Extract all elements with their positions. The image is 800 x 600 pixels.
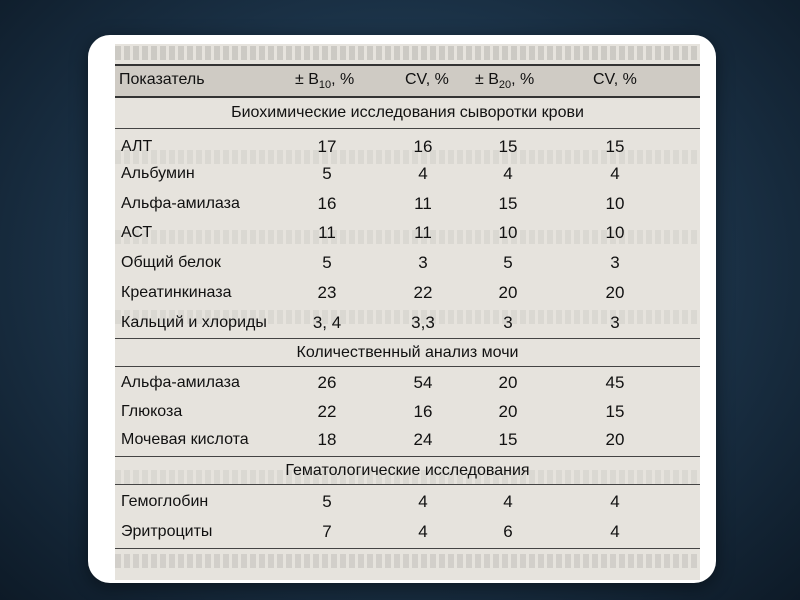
row-cv2: 15 bbox=[605, 137, 625, 156]
row-b10: 22 bbox=[317, 402, 337, 421]
section-title-urine: Количественный анализ мочи bbox=[296, 344, 519, 361]
row-cv2: 10 bbox=[605, 223, 625, 242]
row-b10: 16 bbox=[317, 194, 337, 213]
header-b10 bbox=[295, 70, 354, 95]
section-title-hematology: Гематологические исследования bbox=[285, 462, 530, 479]
section-divider bbox=[115, 366, 700, 367]
header-b20 bbox=[475, 70, 534, 95]
row-name: Эритроциты bbox=[121, 523, 213, 540]
row-cv2: 4 bbox=[610, 522, 620, 541]
row-cv1: 4 bbox=[418, 164, 428, 183]
row-b10: 17 bbox=[317, 137, 337, 156]
row-name: Общий белок bbox=[121, 254, 221, 271]
row-b10: 7 bbox=[322, 522, 332, 541]
row-cv1: 3,3 bbox=[411, 313, 435, 332]
row-b20: 15 bbox=[498, 430, 518, 449]
row-name: Глюкоза bbox=[121, 403, 183, 420]
row-b20: 15 bbox=[498, 194, 518, 213]
header-b20-label: ± B bbox=[475, 71, 499, 88]
scanned-table bbox=[115, 44, 700, 580]
header-b10-label: ± B bbox=[295, 71, 319, 88]
row-name: Альфа-амилаза bbox=[121, 374, 240, 391]
row-b10: 23 bbox=[317, 283, 337, 302]
table-header bbox=[115, 64, 700, 98]
row-b20: 5 bbox=[503, 253, 513, 272]
section-divider bbox=[115, 338, 700, 339]
row-name: АЛТ bbox=[121, 138, 153, 155]
row-cv2: 3 bbox=[610, 253, 620, 272]
row-b20: 4 bbox=[503, 492, 513, 511]
row-name: Креатинкиназа bbox=[121, 284, 232, 301]
row-b10: 3, 4 bbox=[312, 313, 342, 332]
row-cv2: 20 bbox=[605, 283, 625, 302]
row-name: Кальций и хлориды bbox=[121, 314, 267, 331]
row-cv1: 54 bbox=[413, 373, 433, 392]
row-cv2: 45 bbox=[605, 373, 625, 392]
row-b10: 5 bbox=[322, 253, 332, 272]
row-cv2: 10 bbox=[605, 194, 625, 213]
row-b20: 20 bbox=[498, 283, 518, 302]
row-name: АСТ bbox=[121, 224, 153, 241]
section-divider bbox=[115, 456, 700, 457]
row-cv1: 16 bbox=[413, 137, 433, 156]
header-b10-sub: 10 bbox=[318, 79, 332, 92]
row-cv2: 4 bbox=[610, 164, 620, 183]
section-title-biochem: Биохимические исследования сыворотки крови bbox=[231, 104, 584, 121]
row-b20: 6 bbox=[503, 522, 513, 541]
row-cv1: 3 bbox=[418, 253, 428, 272]
row-b10: 11 bbox=[318, 223, 336, 242]
row-name: Мочевая кислота bbox=[121, 431, 249, 448]
header-b20-sub: 20 bbox=[498, 79, 512, 92]
header-cv2: CV, % bbox=[593, 71, 637, 88]
row-cv2: 4 bbox=[610, 492, 620, 511]
row-b20: 4 bbox=[503, 164, 513, 183]
row-cv1: 4 bbox=[418, 522, 428, 541]
row-b20: 10 bbox=[498, 223, 518, 242]
row-name: Альфа-амилаза bbox=[121, 195, 240, 212]
row-b10: 26 bbox=[317, 373, 337, 392]
header-indicator: Показатель bbox=[119, 71, 205, 88]
header-b20-unit: , % bbox=[511, 71, 535, 88]
row-b20: 15 bbox=[498, 137, 518, 156]
row-cv1: 22 bbox=[413, 283, 433, 302]
row-cv1: 11 bbox=[414, 223, 432, 242]
header-cv1: CV, % bbox=[405, 71, 449, 88]
row-b10: 5 bbox=[322, 492, 332, 511]
section-divider bbox=[115, 128, 700, 129]
row-cv1: 24 bbox=[413, 430, 433, 449]
header-b10-unit: , % bbox=[331, 71, 355, 88]
row-name: Гемоглобин bbox=[121, 493, 209, 510]
row-cv1: 4 bbox=[418, 492, 428, 511]
row-cv2: 3 bbox=[610, 313, 620, 332]
row-cv1: 11 bbox=[414, 194, 432, 213]
row-cv1: 16 bbox=[413, 402, 433, 421]
row-name: Альбумин bbox=[121, 165, 195, 182]
row-cv2: 20 bbox=[605, 430, 625, 449]
row-cv2: 15 bbox=[605, 402, 625, 421]
row-b10: 18 bbox=[317, 430, 337, 449]
row-b10: 5 bbox=[322, 164, 332, 183]
table-bottom-border bbox=[115, 548, 700, 549]
section-divider bbox=[115, 484, 700, 485]
row-b20: 20 bbox=[498, 373, 518, 392]
row-b20: 20 bbox=[498, 402, 518, 421]
row-b20: 3 bbox=[503, 313, 513, 332]
